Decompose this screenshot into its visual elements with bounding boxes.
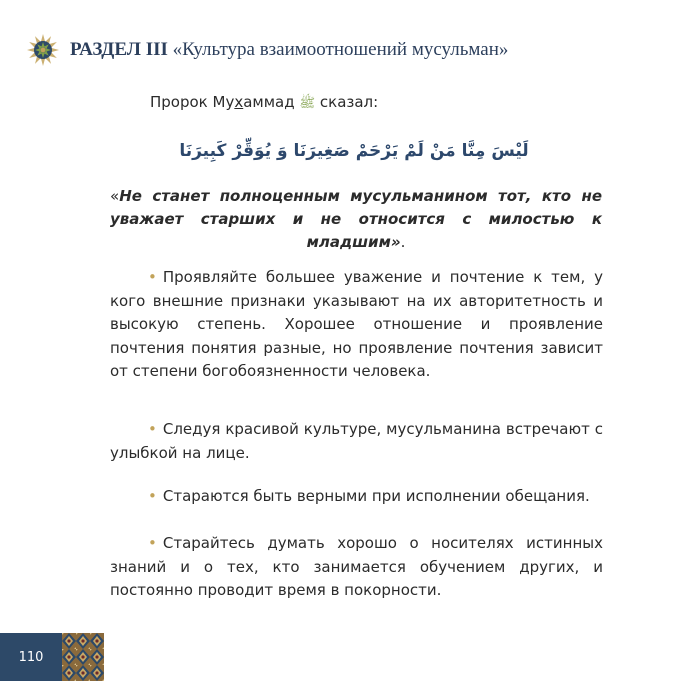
arabic-hadith: [178, 134, 530, 168]
bullet-icon: •: [148, 487, 157, 505]
intro-prefix: Пророк Му: [150, 93, 235, 111]
section-title: «Культура взаимоотношений мусульман»: [172, 39, 509, 60]
bullet-paragraph: [110, 266, 603, 384]
quote-text: Не станет полноценным мусульманином тот, кто не уважает старших и не относится с милостью к младшим»: [110, 187, 602, 251]
honorific-symbol: ﷺ: [299, 96, 316, 111]
paragraph-text: Следуя красивой культуре, мусульманина встречают с улыбкой на лице.: [110, 420, 603, 462]
quote-open-mark: «: [110, 187, 120, 205]
paragraph-text: Старайтесь думать хорошо о носителях истинных знаний и о тех, кто занимается обучением других, и постоянно проводит время в покорности.: [110, 534, 603, 599]
bullet-icon: •: [148, 420, 157, 438]
arabic-text: لَيْسَ مِنَّا مَنْ لَمْ يَرْحَمْ صَغِيرَنَا وَ يُوَقِّرْ كَبِيرَنَا: [179, 141, 529, 161]
hadith-translation: [110, 185, 602, 254]
section-header: [26, 33, 508, 67]
bullet-icon: •: [148, 268, 157, 286]
quote-end-punct: .: [400, 233, 406, 251]
intro-line: [150, 93, 378, 114]
intro-underlined-letter: х: [234, 93, 244, 111]
header-title: [70, 39, 508, 61]
rosette-ornament-icon: [26, 33, 60, 67]
intro-said: сказал:: [319, 93, 379, 111]
bullet-icon: •: [148, 534, 157, 552]
section-number: РАЗДЕЛ III: [70, 39, 168, 60]
paragraph-text: Стараются быть верными при исполнении обещания.: [162, 487, 590, 505]
bullet-paragraph: [110, 532, 603, 603]
bullet-paragraph: [110, 418, 603, 465]
paragraph-text: Проявляйте большее уважение и почтение к тем, у кого внешние признаки указывают на их авторитетность и высокую степень. Хорошее отношение и проявление почтения понятия разные, но проявление почтения зависит от степени богобоязненности человека.: [110, 268, 603, 380]
bullet-paragraph: [110, 485, 603, 509]
ornamental-pattern-icon: [62, 633, 104, 681]
page-number: 110: [0, 633, 62, 681]
intro-name-end: аммад: [243, 93, 295, 111]
